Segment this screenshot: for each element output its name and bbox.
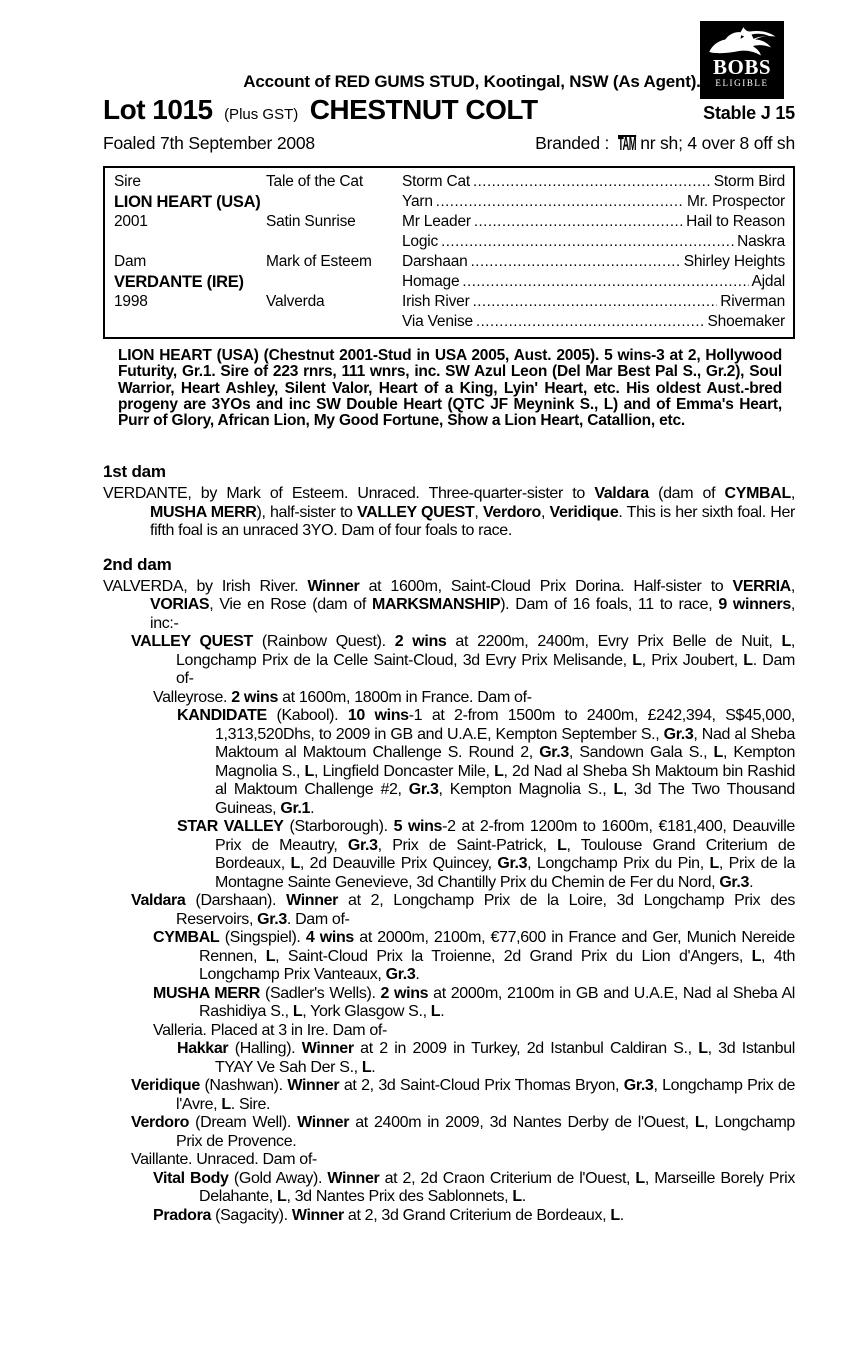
horse-description-title: CHESTNUT COLT: [309, 94, 538, 125]
dot-leader: [462, 272, 748, 292]
entry-pradora: Pradora (Sagacity). Winner at 2, 3d Grand Criterium de Bordeaux, L.: [153, 1206, 624, 1224]
entry-veridique: Veridique (Nashwan). Winner at 2, 3d Saint-Cloud Prix Thomas Bryon, Gr.3, Longchamp Prix de l'Avre, L. Sire.: [131, 1077, 795, 1113]
ggs-name: Mr Leader: [402, 213, 471, 230]
dot-leader: [471, 252, 681, 272]
ggs-ancestor: Shoemaker: [707, 313, 785, 330]
ggs-ancestor: Riverman: [720, 293, 785, 310]
entry-valleria: Valleria. Placed at 3 in Ire. Dam of-: [153, 1021, 387, 1039]
entry-hakkar: Hakkar (Halling). Winner at 2 in 2009 in Turkey, 2d Istanbul Caldiran S., L, 3d Istanbul TYAY Ve Sah Der S., L.: [177, 1040, 795, 1076]
empty-cell: [114, 232, 266, 252]
empty-cell: [266, 272, 402, 292]
lot-title-left: [103, 94, 538, 126]
lot-title-line: [103, 94, 795, 126]
grandam-name: Satin Sunrise: [266, 213, 356, 230]
sire-name: LION HEART (USA): [114, 193, 261, 211]
pedigree-row: [114, 172, 785, 192]
dot-leader: [473, 292, 718, 312]
ggs-ancestor: Shirley Heights: [683, 253, 785, 270]
entry-vital-body: Vital Body (Gold Away). Winner at 2, 2d Craon Criterium de l'Ouest, L, Marseille Borely Prix Delahante, L, 3d Nantes Prix des Sablonnets, L.: [153, 1169, 795, 1205]
bobs-logo-subtext: ELIGIBLE: [715, 78, 769, 88]
ggs-ancestor: Storm Bird: [713, 173, 785, 190]
pedigree-row: [114, 252, 785, 272]
branded-info: [535, 133, 795, 154]
damsire-name: Mark of Esteem: [266, 253, 372, 270]
branded-description: nr sh; 4 over 8 off sh: [640, 133, 795, 153]
ggs-name: Storm Cat: [402, 173, 470, 190]
ggs-name: Yarn: [402, 193, 433, 210]
entry-verdoro: Verdoro (Dream Well). Winner at 2400m in 2009, 3d Nantes Derby de l'Ouest, L, Longchamp Prix de Provence.: [131, 1114, 795, 1150]
vendor-account-line: Account of RED GUMS STUD, Kootingal, NSW (As Agent).: [243, 72, 701, 91]
empty-cell: [266, 312, 402, 332]
ggs-name: Via Venise: [402, 313, 473, 330]
pedigree-row: [114, 272, 785, 292]
plus-gst-note: (Plus GST): [224, 106, 299, 123]
pedigree-row: [114, 212, 785, 232]
dot-leader: [474, 212, 683, 232]
stable-number: Stable J 15: [703, 103, 795, 123]
brand-mark-glyph: TAM: [617, 134, 636, 154]
ggs-name: Logic: [402, 233, 439, 250]
lot-number: Lot 1015: [103, 94, 213, 125]
dam-year: 1998: [114, 293, 148, 310]
dot-leader: [436, 192, 684, 212]
bobs-logo-text: BOBS: [712, 55, 772, 79]
sire-label: Sire: [114, 173, 141, 190]
branded-label: Branded :: [535, 133, 610, 153]
pedigree-row: [114, 232, 785, 252]
pedigree-row: [114, 312, 785, 332]
ggs-name: Darshaan: [402, 253, 468, 270]
entry-vaillante: Vaillante. Unraced. Dam of-: [131, 1151, 317, 1168]
second-dam-heading: 2nd dam: [103, 554, 172, 574]
entry-musha-merr: MUSHA MERR (Sadler's Wells). 2 wins at 2000m, 2100m in GB and U.A.E, Nad al Sheba Al Rashidiya S., L, York Glasgow S., L.: [153, 984, 795, 1020]
entry-valleyrose: Valleyrose. 2 wins at 1600m, 1800m in France. Dam of-: [153, 688, 532, 706]
empty-cell: [266, 232, 402, 252]
ggs-ancestor: Ajdal: [751, 273, 785, 290]
grandsire-name: Tale of the Cat: [266, 173, 363, 190]
entry-star-valley: STAR VALLEY (Starborough). 5 wins-2 at 2-from 1200m to 1600m, €181,400, Deauville Prix de Meautry, Gr.3, Prix de Saint-Patrick, L, Toulouse Grand Criterium de Bordeaux, L, 2d Deauville Prix Quincey, Gr.3, Longchamp Prix du Pin, L, Prix de la Montagne Sainte Genevieve, 3d Chantilly Prix du Chemin de Fer du Nord, Gr.3.: [177, 818, 796, 891]
horse-head-icon: [700, 25, 784, 57]
ggs-ancestor: Mr. Prospector: [687, 193, 785, 210]
entry-valley-quest: VALLEY QUEST (Rainbow Quest). 2 wins at 2200m, 2400m, Evry Prix Belle de Nuit, L, Longchamp Prix de la Celle Saint-Cloud, 3d Evry Prix Melisande, L, Prix Joubert, L. Dam of-: [131, 633, 795, 687]
first-dam-heading: 1st dam: [103, 462, 166, 481]
ggs-ancestor: Naskra: [737, 233, 785, 250]
dam-sections: [103, 462, 795, 1225]
ggs-ancestor: Hail to Reason: [686, 213, 785, 230]
dot-leader: [476, 312, 705, 332]
entry-cymbal: CYMBAL (Singspiel). 4 wins at 2000m, 2100m, €77,600 in France and Ger, Munich Nereide Rennen, L, Saint-Cloud Prix la Troienne, 2d Grand Prix du Lion d'Angers, L, 4th Longchamp Prix Vanteaux, Gr.3.: [153, 929, 795, 983]
pedigree-row: [114, 292, 785, 312]
foaled-date: Foaled 7th September 2008: [103, 133, 315, 153]
grandsire-name: [266, 192, 402, 212]
dam-label: Dam: [114, 253, 147, 270]
entry-kandidate: KANDIDATE (Kabool). 10 wins-1 at 2-from 1500m to 2400m, £242,394, S$45,000, 1,313,520Dhs, to 2009 in GB and U.A.E, Kempton September S., Gr.3, Nad al Sheba Maktoum al Maktoum Challenge S. Round 2, Gr.3, Sandown Gala S., L, Kempton Magnolia S., L, Lingfield Doncaster Mile, L, 2d Nad al Sheba Sh Maktoum bin Rashid al Maktoum Challenge #2, Gr.3, Kempton Magnolia S., L, 3d The Two Thousand Guineas, Gr.1.: [177, 707, 796, 817]
ggs-name: Irish River: [402, 293, 470, 310]
second-dam-name: Valverda: [266, 293, 325, 310]
sire-summary-paragraph: LION HEART (USA) (Chestnut 2001-Stud in USA 2005, Aust. 2005). 5 wins-3 at 2, Hollywood Futurity, Gr.1. Sire of 223 rnrs, 111 wnrs, inc. SW Azul Leon (Del Mar Best Pal S., Gr.2), Soul Warrior, Heart Ashley, Silent Valor, Heart of a King, Lyin' Heart, etc. His oldest Aust.-bred progeny are 3YOs and inc SW Double Heart (QTC JF Meynink S., L) and of Emma's Heart, Purr of Glory, African Lion, My Good Fortune, Show a Lion Heart, Catallion, etc.: [118, 347, 782, 430]
sire-year: 2001: [114, 213, 148, 230]
pedigree-table: [103, 166, 795, 339]
empty-cell: [114, 312, 266, 332]
entry-verdante: VERDANTE, by Mark of Esteem. Unraced. Three-quarter-sister to Valdara (dam of CYMBAL, MUSHA MERR), half-sister to VALLEY QUEST, Verdoro, Veridique. This is her sixth foal. Her fifth foal is an unraced 3YO. Dam of four foals to race.: [103, 485, 795, 539]
entry-valdara: Valdara (Darshaan). Winner at 2, Longchamp Prix de la Loire, 3d Longchamp Prix des Reservoirs, Gr.3. Dam of-: [131, 892, 795, 928]
foaled-branded-line: [103, 133, 795, 154]
dot-leader: [473, 172, 711, 192]
entry-valverda: VALVERDA, by Irish River. Winner at 1600m, Saint-Cloud Prix Dorina. Half-sister to VERRIA, VORIAS, Vie en Rose (dam of MARKSMANSHIP). Dam of 16 foals, 11 to race, 9 winners, inc:-: [103, 577, 796, 632]
ggs-name: Homage: [402, 273, 460, 290]
dam-name: VERDANTE (IRE): [114, 273, 244, 291]
dot-leader: [441, 232, 734, 252]
pedigree-row: [114, 192, 785, 212]
